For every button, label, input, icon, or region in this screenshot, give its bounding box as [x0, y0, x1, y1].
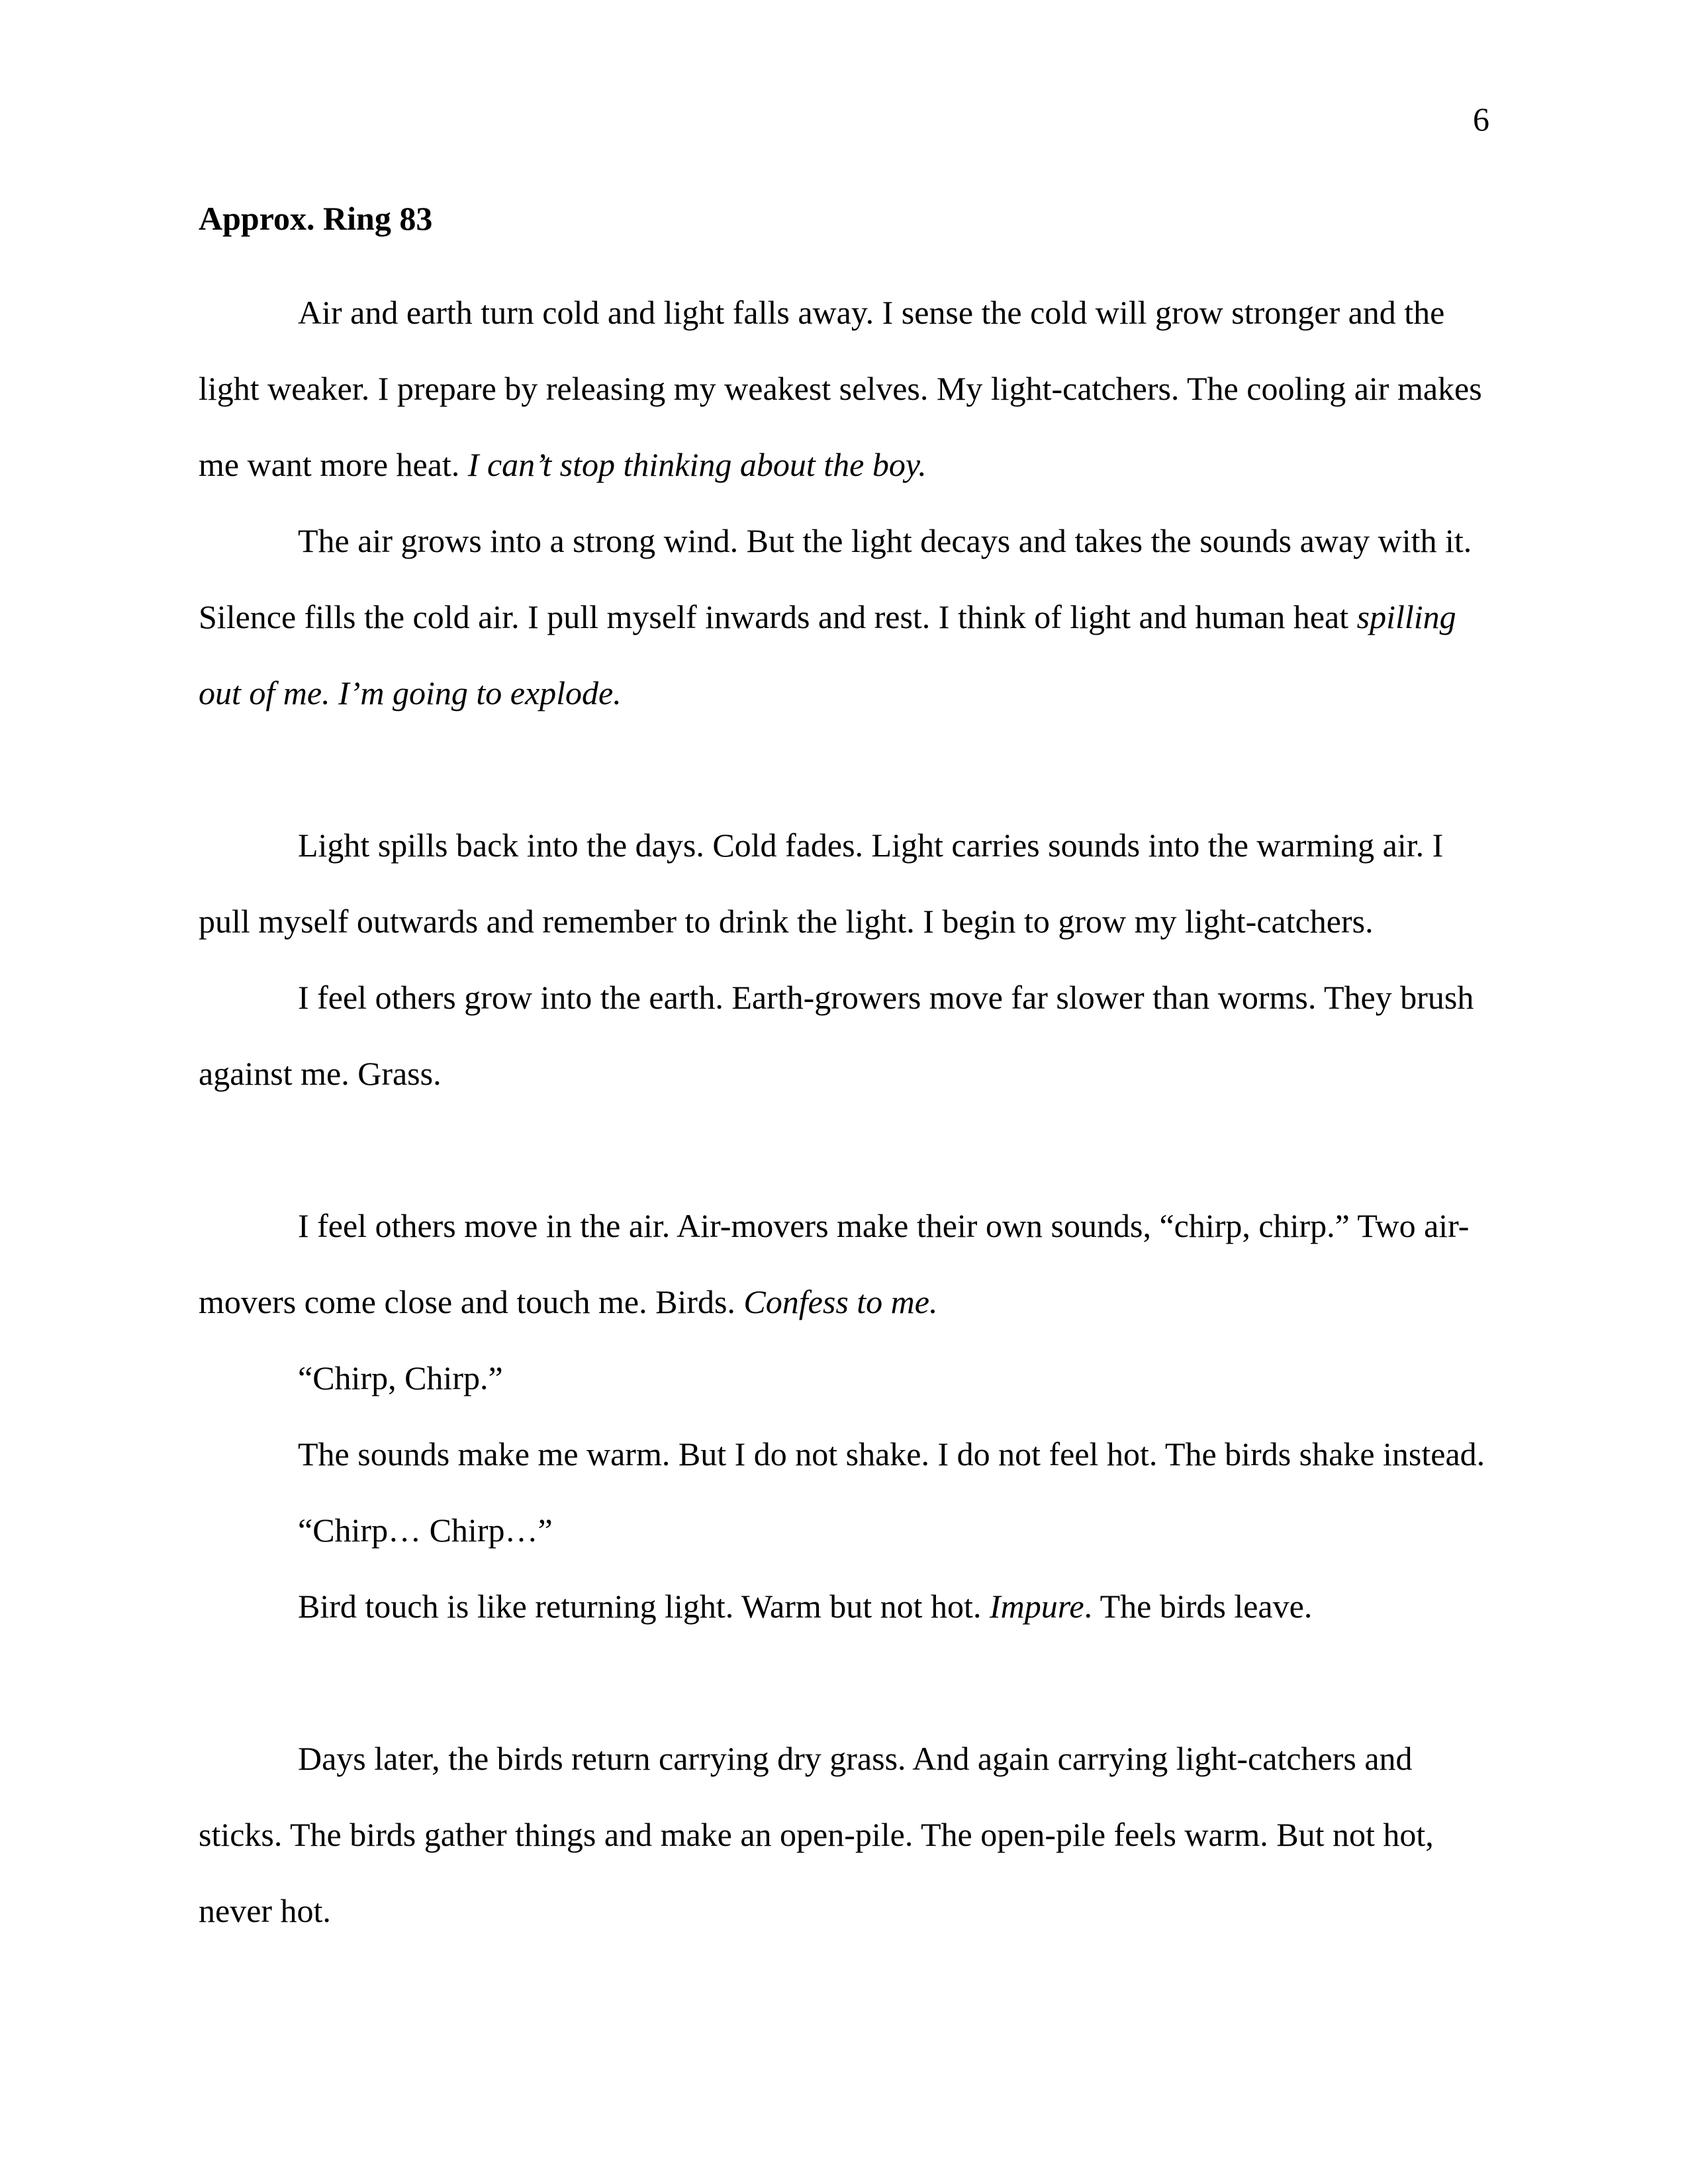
paragraph-2: [199, 503, 1489, 731]
paragraph-6: [199, 1340, 1489, 1416]
paragraph-5-italic: Confess to me.: [743, 1283, 938, 1320]
paragraph-2-text: The air grows into a strong wind. But the light decays and takes the sounds away with it. Silence fills the cold air. I pull myself inwards and rest. I think of light and human heat: [199, 522, 1472, 635]
paragraph-10: [199, 1721, 1489, 1949]
page-number: 6: [1473, 101, 1489, 138]
section-title: Approx. Ring 83: [199, 200, 433, 237]
section-break: [199, 1645, 1489, 1721]
paragraph-9: [199, 1569, 1489, 1645]
paragraph-2-italic: spilling out of me. I’m going to explode.: [199, 598, 1456, 711]
paragraph-9-text: Bird touch is like returning light. Warm but not hot.: [298, 1588, 990, 1625]
paragraph-1: [199, 275, 1489, 503]
paragraph-8: [199, 1492, 1489, 1569]
section-break: [199, 1112, 1489, 1188]
paragraph-5: [199, 1188, 1489, 1340]
document-body: [199, 199, 1489, 1949]
paragraph-3: [199, 807, 1489, 960]
paragraph-1-text: Air and earth turn cold and light falls away. I sense the cold will grow stronger and the light weaker. I prepare by releasing my weakest selves. My light-catchers. The cooling air makes me want more heat.: [199, 294, 1482, 483]
paragraph-10-text: Days later, the birds return carrying dry grass. And again carrying light-catchers and sticks. The birds gather things and make an open-pile. The open-pile feels warm. But not hot, never hot.: [199, 1740, 1434, 1929]
paragraph-7-text: The sounds make me warm. But I do not shake. I do not feel hot. The birds shake instead.: [298, 1435, 1485, 1473]
paragraph-1-italic: I can’t stop thinking about the boy.: [467, 446, 927, 483]
section-break: [199, 731, 1489, 807]
paragraph-8-text: “Chirp… Chirp…”: [298, 1512, 553, 1549]
paragraph-5-text: I feel others move in the air. Air-movers make their own sounds, “chirp, chirp.” Two air-movers come close and touch me. Birds.: [199, 1207, 1470, 1320]
paragraph-4: [199, 960, 1489, 1112]
paragraph-6-text: “Chirp, Chirp.”: [298, 1359, 503, 1396]
paragraph-3-text: Light spills back into the days. Cold fades. Light carries sounds into the warming air. I pull myself outwards and remember to drink the light. I begin to grow my light-catchers.: [199, 827, 1444, 940]
paragraph-9-text-end: . The birds leave.: [1084, 1588, 1313, 1625]
paragraph-4-text: I feel others grow into the earth. Earth-growers move far slower than worms. They brush against me. Grass.: [199, 979, 1474, 1092]
paragraph-9-italic: Impure: [989, 1588, 1084, 1625]
paragraph-7: [199, 1416, 1489, 1492]
